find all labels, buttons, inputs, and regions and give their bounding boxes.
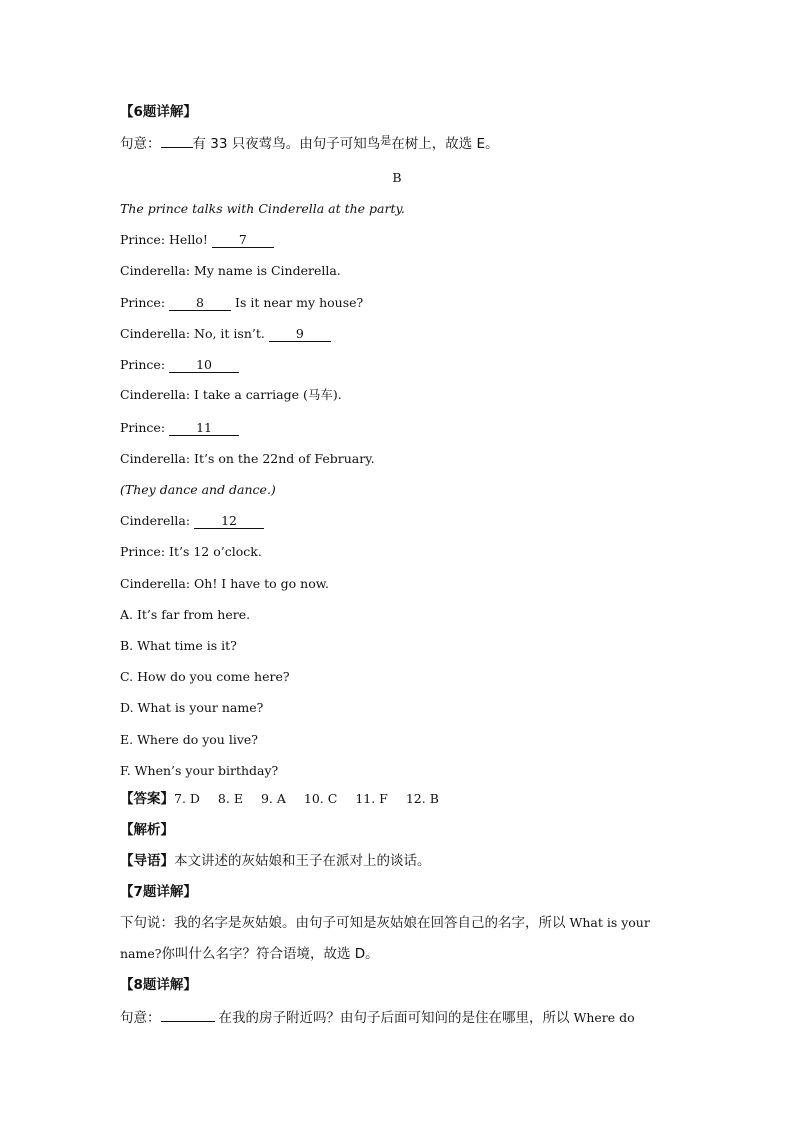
q7-text-cjk-2: 你叫什么名字？符合语境，故选 D。 bbox=[161, 946, 379, 962]
answer-line bbox=[120, 791, 439, 807]
q6-explanation bbox=[120, 136, 499, 153]
q7-text-en-2: name? bbox=[120, 946, 162, 961]
q8-text-b: 在我的房子附近吗？由句子后面可知问的是住在哪里，所以 bbox=[218, 1010, 570, 1026]
dialogue-line-4 bbox=[120, 326, 331, 342]
answer-blank-8: 8 bbox=[169, 296, 231, 311]
option-a: A. It’s far from here. bbox=[120, 607, 251, 622]
speaker-text: Prince: bbox=[120, 420, 166, 435]
q8-explanation bbox=[120, 1010, 635, 1026]
stage-direction: (They dance and dance.) bbox=[120, 482, 276, 497]
q6-text-c: 在树上，故选 E。 bbox=[391, 136, 499, 152]
speaker-text: Cinderella: My name is Cinderella. bbox=[120, 263, 341, 278]
section-b-title: B bbox=[392, 170, 402, 185]
speaker-text: Cinderella: Oh! I have to go now. bbox=[120, 576, 329, 591]
q7-explanation-line-2 bbox=[120, 946, 379, 962]
speaker-text: Cinderella: I take a carriage (马车). bbox=[120, 387, 342, 402]
answer-item: 12. B bbox=[405, 791, 439, 806]
q6-blank bbox=[161, 147, 193, 148]
q8-blank bbox=[161, 1021, 215, 1022]
answer-blank-12: 12 bbox=[194, 514, 264, 529]
dialogue-line-7 bbox=[120, 420, 239, 436]
speaker-text: Prince: Hello! bbox=[120, 232, 208, 247]
q7-header: 【7题详解】 bbox=[120, 884, 197, 900]
dialogue-after-text: Is it near my house? bbox=[235, 295, 364, 310]
speaker-text: Prince: It’s 12 o’clock. bbox=[120, 544, 262, 559]
speaker-text: Prince: bbox=[120, 357, 166, 372]
q6-text-sup: 是 bbox=[380, 134, 392, 147]
q6-header: 【6题详解】 bbox=[120, 104, 197, 120]
guide-line bbox=[120, 853, 431, 869]
answer-item: 9. A bbox=[260, 791, 286, 806]
dialogue-line-1 bbox=[120, 232, 274, 248]
dialogue-line-3 bbox=[120, 295, 363, 311]
q6-text-b: 有 33 只夜莺鸟。由句子可知鸟 bbox=[192, 136, 381, 152]
guide-label: 【导语】 bbox=[120, 853, 174, 869]
answer-blank-7: 7 bbox=[212, 233, 274, 248]
dialogue-line-11 bbox=[120, 576, 329, 592]
speaker-text: Cinderella: No, it isn’t. bbox=[120, 326, 265, 341]
q7-text-en: What is your bbox=[569, 915, 650, 930]
speaker-text: Prince: bbox=[120, 295, 166, 310]
dialogue-line-8 bbox=[120, 451, 375, 467]
analysis-header: 【解析】 bbox=[120, 822, 174, 838]
q8-text-a: 句意： bbox=[120, 1010, 161, 1026]
speaker-text: Cinderella: bbox=[120, 513, 191, 528]
option-f: F. When’s your birthday? bbox=[120, 763, 279, 778]
q8-text-en: Where do bbox=[573, 1010, 635, 1025]
speaker-text: Cinderella: It’s on the 22nd of February. bbox=[120, 451, 375, 466]
option-e: E. Where do you live? bbox=[120, 732, 258, 747]
dialogue-line-2 bbox=[120, 263, 341, 279]
answer-item: 11. F bbox=[355, 791, 388, 806]
answer-item: 10. C bbox=[303, 791, 338, 806]
option-c: C. How do you come here? bbox=[120, 669, 290, 684]
option-d: D. What is your name? bbox=[120, 700, 264, 715]
q6-text-a: 句意： bbox=[120, 136, 161, 152]
dialogue-line-10 bbox=[120, 544, 262, 560]
answer-item: 8. E bbox=[217, 791, 243, 806]
guide-text: 本文讲述的灰姑娘和王子在派对上的谈话。 bbox=[174, 853, 431, 869]
dialogue-intro: The prince talks with Cinderella at the party. bbox=[120, 201, 405, 216]
option-b: B. What time is it? bbox=[120, 638, 237, 653]
dialogue-line-5 bbox=[120, 357, 239, 373]
answer-blank-9: 9 bbox=[269, 327, 331, 342]
q7-text-cjk: 下句说：我的名字是灰姑娘。由句子可知是灰姑娘在回答自己的名字，所以 bbox=[120, 915, 566, 931]
answer-label: 【答案】 bbox=[120, 791, 174, 807]
answer-blank-11: 11 bbox=[169, 421, 239, 436]
q7-explanation-line-1 bbox=[120, 915, 650, 931]
dialogue-line-6 bbox=[120, 387, 342, 403]
answer-blank-10: 10 bbox=[169, 358, 239, 373]
answer-item: 7. D bbox=[174, 791, 200, 806]
q8-header: 【8题详解】 bbox=[120, 977, 197, 993]
dialogue-line-9 bbox=[120, 513, 264, 529]
